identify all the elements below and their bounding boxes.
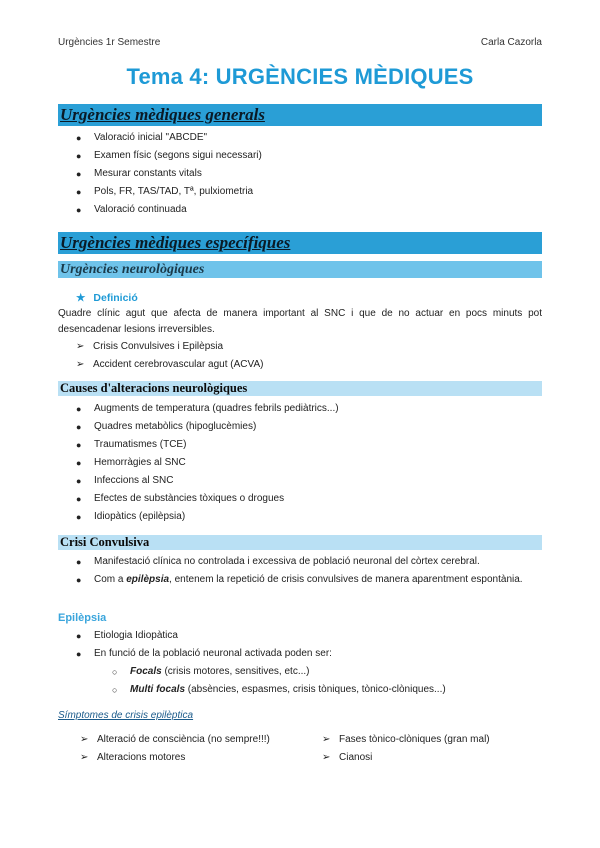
general-list xyxy=(58,129,262,219)
arrow-icon: ➢ xyxy=(80,752,89,763)
bullet-icon: ● xyxy=(76,575,82,585)
list-item: ● Hemorràgies al SNC xyxy=(58,454,339,472)
list-item: ➢ Accident cerebrovascular agut (ACVA) xyxy=(58,356,263,374)
list-item: ➢ Fases tònico-clòniques (gran mal) xyxy=(304,731,490,749)
epilepsia-sublist xyxy=(112,663,446,699)
bullet-icon: ● xyxy=(76,422,82,432)
list-item: ● Infeccions al SNC xyxy=(58,472,339,490)
list-item: ● Augments de temperatura (quadres febrils pediàtrics...) xyxy=(58,400,339,418)
neuro-list xyxy=(58,338,263,374)
list-item: ➢ Alteració de consciència (no sempre!!!) xyxy=(62,731,270,749)
star-icon: ★ xyxy=(76,292,86,304)
list-item: ● Efectes de substàncies tòxiques o drogues xyxy=(58,490,339,508)
list-item: ● Valoració continuada xyxy=(58,201,262,219)
arrow-icon: ➢ xyxy=(76,341,85,352)
crisis-item-1: ● Manifestació clínica no controlada i excessiva de població neuronal del còrtex cerebral. xyxy=(94,554,542,570)
bullet-icon: ● xyxy=(76,557,82,567)
bullet-icon: ● xyxy=(76,458,82,468)
bullet-icon: ● xyxy=(76,440,82,450)
definition-title: ★ Definició xyxy=(76,292,138,304)
list-item: ➢ Crisis Convulsives i Epilèpsia xyxy=(58,338,263,356)
circle-icon: ○ xyxy=(112,667,118,677)
epilepsia-title: Epilèpsia xyxy=(58,612,107,624)
bullet-icon: ● xyxy=(76,169,82,179)
epilepsia-list xyxy=(58,627,332,663)
arrow-icon: ➢ xyxy=(322,734,331,745)
list-item: ○ Focals (crisis motores, sensitives, etc...) xyxy=(112,663,446,681)
arrow-icon: ➢ xyxy=(76,359,85,370)
bullet-icon: ● xyxy=(76,151,82,161)
bullet-icon: ● xyxy=(76,187,82,197)
list-item: ➢ Alteracions motores xyxy=(62,749,270,767)
symptoms-title: Símptomes de crisis epilèptica xyxy=(58,710,194,721)
circle-icon: ○ xyxy=(112,685,118,695)
arrow-icon: ➢ xyxy=(80,734,89,745)
heading-specific: Urgències mèdiques específiques xyxy=(58,232,542,254)
list-item: ● Quadres metabòlics (hipoglucèmies) xyxy=(58,418,339,436)
header-left: Urgències 1r Semestre xyxy=(58,37,161,48)
list-item: ● Examen físic (segons sigui necessari) xyxy=(58,147,262,165)
list-item: ○ Multi focals (absències, espasmes, crisis tòniques, tònico-clòniques...) xyxy=(112,681,446,699)
bullet-icon: ● xyxy=(76,133,82,143)
bullet-icon: ● xyxy=(76,649,82,659)
bullet-icon: ● xyxy=(76,631,82,641)
list-item: ● Traumatismes (TCE) xyxy=(58,436,339,454)
list-item: ● Valoració inicial "ABCDE" xyxy=(58,129,262,147)
list-item: ● En funció de la població neuronal activada poden ser: xyxy=(58,645,332,663)
arrow-icon: ➢ xyxy=(322,752,331,763)
heading-causes: Causes d'alteracions neurològiques xyxy=(58,381,542,396)
heading-neuro: Urgències neurològiques xyxy=(58,261,542,278)
list-item: ● Etiologia Idiopàtica xyxy=(58,627,332,645)
list-item: ➢ Cianosi xyxy=(304,749,490,767)
header-right: Carla Cazorla xyxy=(480,37,542,48)
heading-crisis: Crisi Convulsiva xyxy=(58,535,542,550)
list-item: ● Mesurar constants vitals xyxy=(58,165,262,183)
symptoms-left xyxy=(62,731,270,767)
bullet-icon: ● xyxy=(76,512,82,522)
bullet-icon: ● xyxy=(76,404,82,414)
bullet-icon: ● xyxy=(76,205,82,215)
list-item: ● Idiopàtics (epilèpsia) xyxy=(58,508,339,526)
crisis-item-2: ● Com a epilèpsia, entenem la repetició de crisis convulsives de manera aparentment espontània. xyxy=(94,572,542,588)
bullet-icon: ● xyxy=(76,476,82,486)
symptoms-right xyxy=(304,731,490,767)
heading-general: Urgències mèdiques generals xyxy=(58,104,542,126)
page-title: Tema 4: URGÈNCIES MÈDIQUES xyxy=(126,64,474,89)
definition-text: Quadre clínic agut que afecta de manera important al SNC i que de no actuar en pocs minuts pot desencadenar lesions irreversibles. xyxy=(58,308,542,335)
list-item: ● Pols, FR, TAS/TAD, Tª, pulxiometria xyxy=(58,183,262,201)
bullet-icon: ● xyxy=(76,494,82,504)
causes-list xyxy=(58,400,339,526)
